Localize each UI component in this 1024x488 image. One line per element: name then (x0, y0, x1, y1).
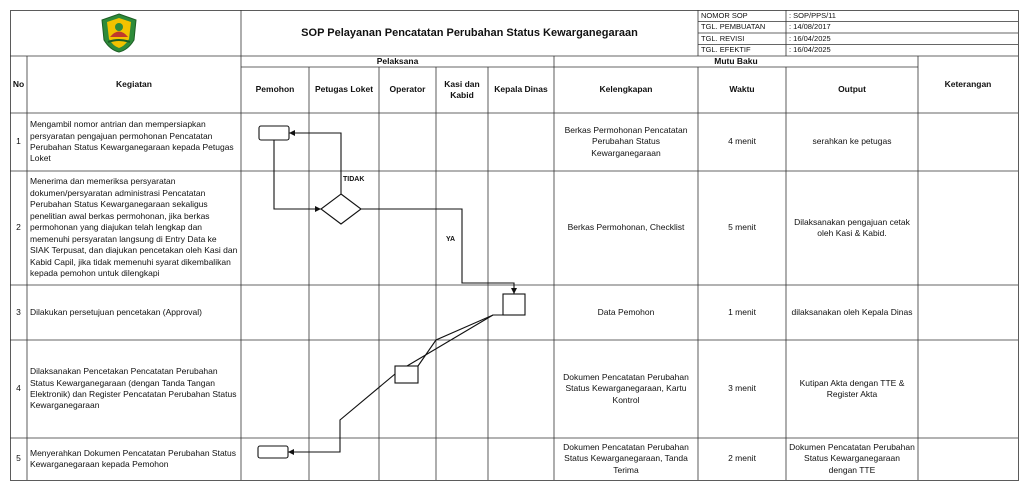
row-4-waktu: 3 menit (728, 383, 756, 394)
header-no: No (12, 78, 25, 89)
header-kepala-dinas: Kepala Dinas (494, 84, 548, 95)
flow-process-approval (503, 294, 525, 315)
header-operator: Operator (389, 84, 426, 95)
header-pemohon: Pemohon (255, 84, 295, 95)
header-keterangan: Keterangan (944, 78, 992, 89)
row-5-no: 5 (16, 453, 21, 464)
header-output: Output (838, 84, 866, 95)
flow-label-tidak: TIDAK (343, 176, 365, 183)
flow-process-print (395, 366, 418, 383)
row-1-waktu: 4 menit (728, 136, 756, 147)
row-4-kelengkapan: Dokumen Pencatatan Perubahan Status Kewarganegaraan, Kartu Kontrol (563, 371, 689, 405)
row-1-kelengkapan: Berkas Permohonan Pencatatan Perubahan Status Kewarganegaraan (564, 124, 688, 158)
header-kegiatan: Kegiatan (116, 78, 152, 89)
row-3-keterangan (918, 285, 1018, 340)
row-2-output: Dilaksanakan pengajuan cetak oleh Kasi & Kabid. (794, 216, 910, 238)
meta-value-pembuatan: : 14/08/2017 (789, 22, 831, 32)
meta-label-pembuatan: TGL. PEMBUATAN (701, 22, 766, 32)
header-mutu-baku: Mutu Baku (714, 55, 758, 66)
header-petugas-loket: Petugas Loket (314, 84, 374, 95)
row-2-no: 2 (16, 222, 21, 233)
row-1-output: serahkan ke petugas (812, 136, 892, 147)
flow-start-terminator (259, 126, 289, 140)
meta-value-efektif: : 16/04/2025 (789, 45, 831, 55)
flow-end-terminator (258, 446, 288, 458)
row-3-no: 3 (16, 306, 21, 317)
row-1-no: 1 (16, 136, 21, 147)
row-2-waktu: 5 menit (728, 222, 756, 233)
flowchart (258, 126, 525, 458)
meta-label-revisi: TGL. REVISI (701, 33, 745, 43)
row-1-keterangan (918, 113, 1018, 171)
row-4-no: 4 (16, 383, 21, 394)
row-5-keterangan (918, 438, 1018, 480)
row-2-kelengkapan: Berkas Permohonan, Checklist (567, 222, 685, 233)
header-kelengkapan: Kelengkapan (599, 84, 653, 95)
row-2-keterangan (918, 171, 1018, 285)
row-2-kegiatan: Menerima dan memeriksa persyaratan dokumen/persyaratan administrasi Pencatatan Perubahan Status Kewarganegaraan sekaligus penelitian awal berkas permohonan, jika berkas permohonan yang diajukan telah lengkap dan memenuhi persyaratan langsung di Entry Data ke SIAK Terpusat, dan diajukan pencetakan oleh Kasi dan Kabid Capil, jika tidak memenuhi syarat dikembalikan kepada pemohon untuk dilengkapi (30, 176, 238, 279)
meta-value-nomor: : SOP/PPS/11 (789, 10, 836, 20)
row-5-kegiatan: Menyerahkan Dokumen Pencatatan Perubahan Status Kewarganegaraan kepada Pemohon (30, 447, 237, 469)
flow-label-ya: YA (446, 236, 456, 243)
row-4-output: Kutipan Akta dengan TTE & Register Akta (799, 377, 905, 399)
regency-emblem-logo (98, 12, 140, 54)
row-3-kelengkapan: Data Pemohon (597, 306, 655, 317)
header-kasi-kabid: Kasi dan Kabid (444, 78, 480, 100)
row-5-waktu: 2 menit (728, 453, 756, 464)
header-waktu: Waktu (729, 84, 755, 95)
document-title: SOP Pelayanan Pencatatan Perubahan Status Kewarganegaraan (301, 26, 638, 39)
meta-label-nomor: NOMOR SOP (701, 10, 748, 20)
row-4-keterangan (918, 340, 1018, 438)
row-1-kegiatan: Mengambil nomor antrian dan mempersiapkan persyaratan pengajuan permohonan Pencatatan Perubahan Status Kewarganegaraan kepada Petugas Loket (30, 119, 234, 164)
row-3-kegiatan: Dilakukan persetujuan pencetakan (Approval) (30, 306, 202, 317)
row-3-output: dilaksanakan oleh Kepala Dinas (791, 306, 913, 317)
row-5-output: Dokumen Pencatatan Perubahan Status Kewarganegaraan dengan TTE (789, 441, 915, 475)
row-5-kelengkapan: Dokumen Pencatatan Perubahan Status Kewarganegaraan, Tanda Terima (563, 441, 689, 475)
row-4-kegiatan: Dilaksanakan Pencetakan Pencatatan Perubahan Status Kewarganegaraan (dengan Tanda Tangan Elektronik) dan Register Pencatatan Perubahan Status Kewarganegaraan (30, 366, 237, 411)
header-pelaksana: Pelaksana (376, 55, 419, 66)
flow-decision-diamond (321, 194, 361, 224)
meta-value-revisi: : 16/04/2025 (789, 33, 831, 43)
meta-label-efektif: TGL. EFEKTIF (701, 45, 751, 55)
row-3-waktu: 1 menit (728, 306, 756, 317)
